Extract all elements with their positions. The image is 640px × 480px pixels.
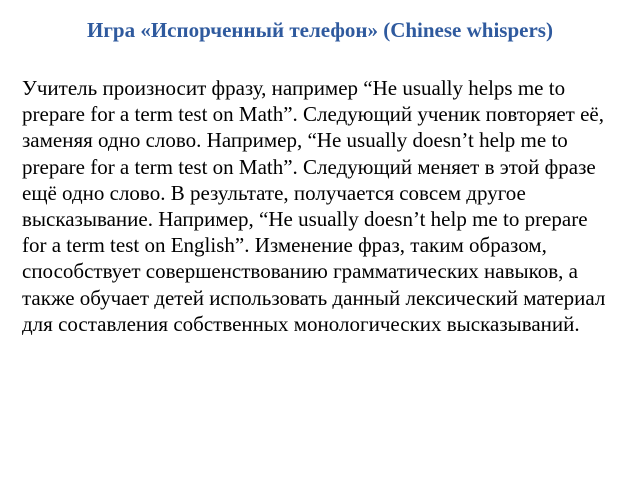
slide-body-text: Учитель произносит фразу, например “He usually helps me to prepare for a term test on Math”. Следующий ученик повторяет её, заменяя одно слово. Например, “He usually doesn’t help me to prepare for a term test on Math”. Следующий меняет в этой фразе ещё одно слово. В результате, получается совсем другое высказывание. Например, “He usually doesn’t help me to prepare for a term test on English”. Изменение фраз, таким образом, способствует совершенствованию грамматических навыков, а также обучает детей использовать данный лексический материал для составления собственных монологических высказываний.: [22, 76, 606, 336]
slide-title: Игра «Испорченный телефон» (Chinese whispers): [87, 18, 553, 42]
